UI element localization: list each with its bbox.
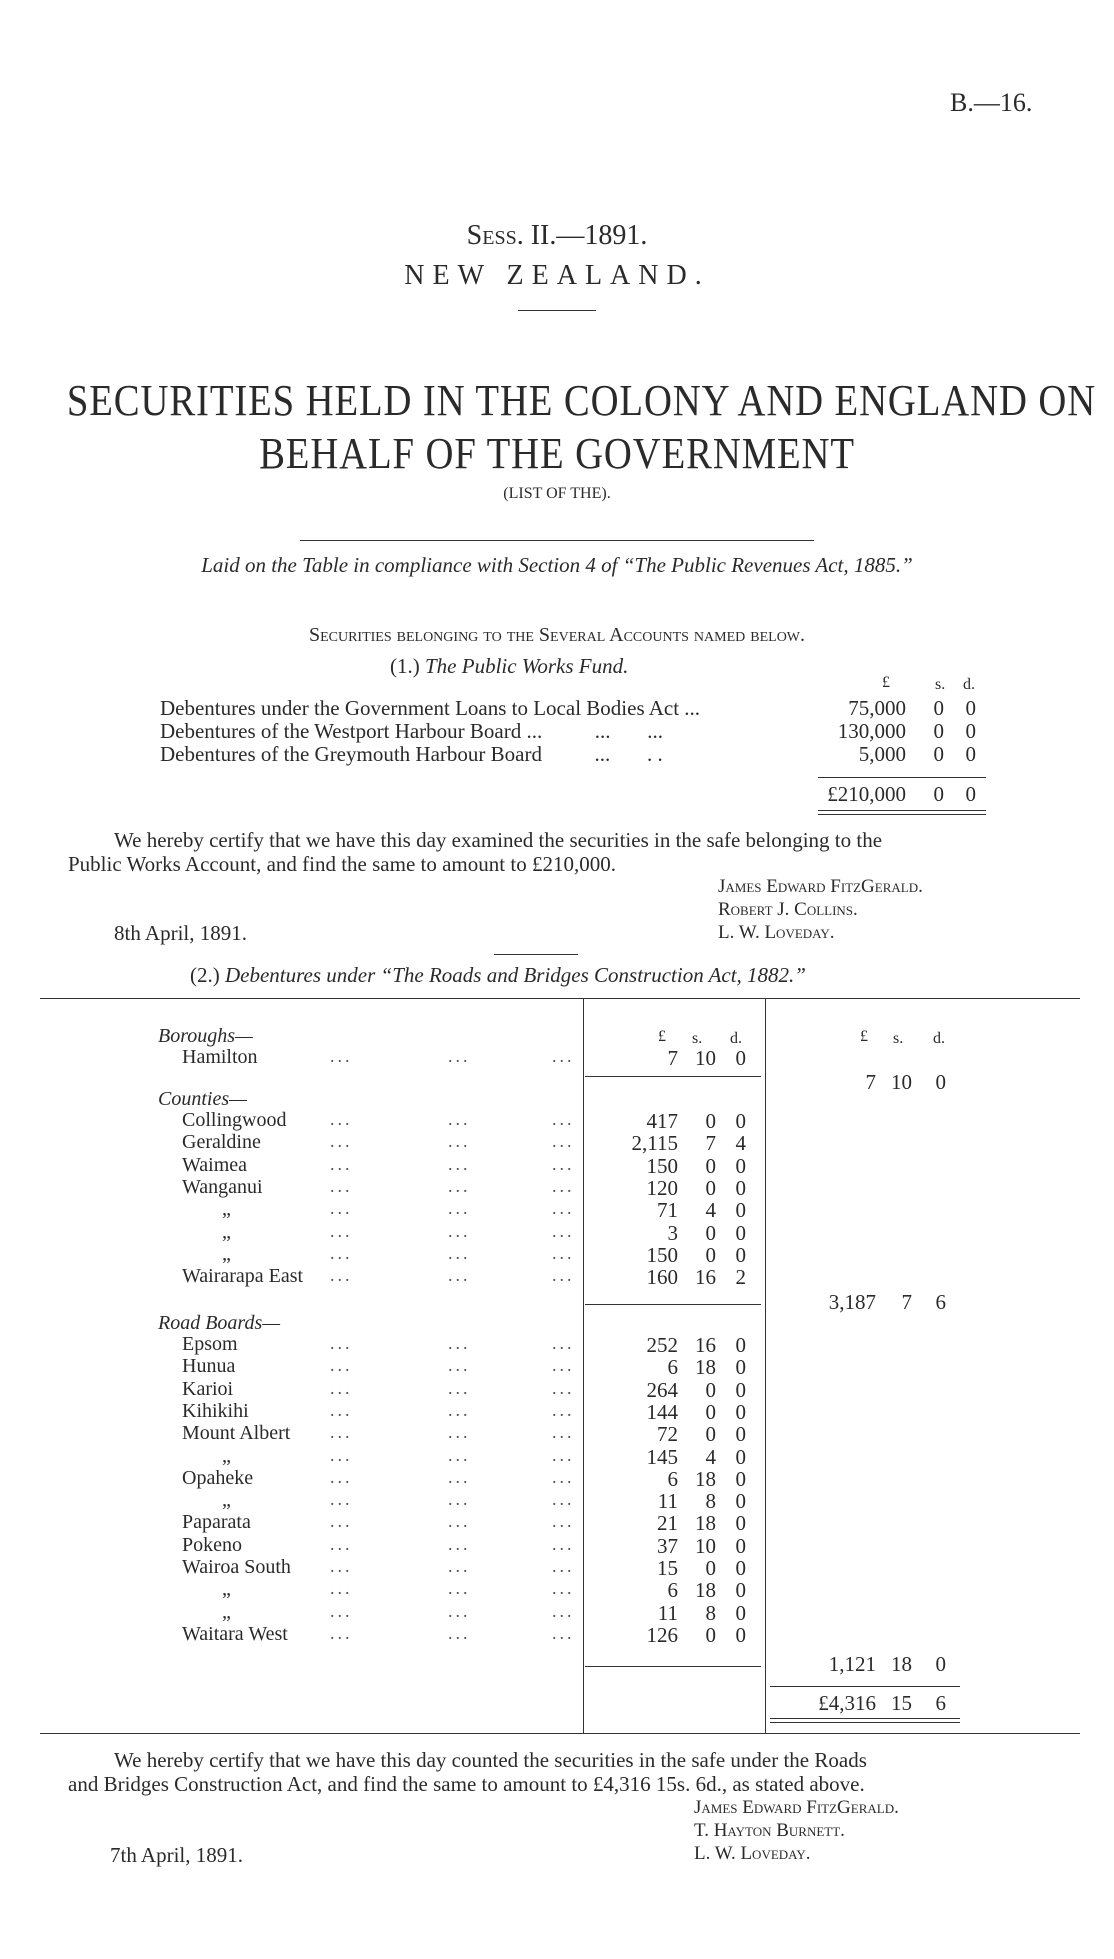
amount-pounds: 144	[646, 1400, 678, 1424]
signatory: L. W. Loveday.	[694, 1843, 811, 1864]
public-works-certificate-line1: We hereby certify that we have this day examined the securities in the safe belonging to the	[114, 828, 883, 852]
document-title-line1: SECURITIES HELD IN THE COLONY AND ENGLAND ON	[66, 376, 1097, 425]
entry-name: Hamilton	[182, 1046, 258, 1068]
shilling-column-header: s.	[692, 1030, 703, 1047]
document-title-line2: BEHALF OF THE GOVERNMENT	[259, 429, 855, 478]
leader-dots: ...	[330, 1400, 353, 1420]
entry-name: Wairoa South	[182, 1556, 291, 1578]
entry-name: Waitara West	[182, 1623, 288, 1645]
signatory: T. Hayton Burnett.	[694, 1820, 845, 1841]
leader-dots: ...	[330, 1601, 353, 1621]
table-row-label: Debentures of the Greymouth Harbour Board ... . .	[160, 742, 663, 766]
leader-dots: ...	[330, 1623, 353, 1643]
amount-pence: 0	[735, 1176, 746, 1200]
amount-shillings: 0	[705, 1109, 716, 1133]
amount-shillings: 0	[705, 1176, 716, 1200]
leader-dots: ...	[552, 1534, 575, 1554]
pence-column-header: d.	[933, 1030, 945, 1047]
leader-dots: ...	[330, 1176, 353, 1196]
leader-dots: ...	[552, 1378, 575, 1398]
amount-pence: 0	[735, 1243, 746, 1267]
boroughs-subtotal-pounds: 7	[865, 1070, 876, 1094]
leader-dots: ...	[330, 1265, 353, 1285]
amount-shillings: 0	[705, 1221, 716, 1245]
entry-name: Kihikihi	[182, 1400, 249, 1422]
road-boards-group-label: Road Boards—	[158, 1312, 281, 1334]
section-heading: Securities belonging to the Several Accounts named below.	[308, 624, 806, 646]
amount-shillings: 16	[695, 1333, 716, 1357]
roads-bridges-heading	[190, 963, 806, 988]
double-underline	[770, 1718, 960, 1719]
amount-shillings: 0	[933, 742, 944, 766]
counties-group-label: Counties—	[158, 1088, 247, 1110]
amount-pence: 0	[735, 1578, 746, 1602]
leader-dots: ...	[448, 1378, 471, 1398]
pound-column-header: £	[658, 1028, 666, 1045]
amount-shillings: 0	[933, 719, 944, 743]
country-line: NEW ZEALAND.	[404, 260, 710, 291]
amount-pounds: 15	[657, 1556, 678, 1580]
leader-dots: ...	[552, 1221, 575, 1241]
amount-pounds: 120	[646, 1176, 678, 1200]
amount-shillings: 8	[705, 1601, 716, 1625]
entry-name: „	[222, 1243, 231, 1265]
boroughs-group-label: Boroughs—	[158, 1025, 253, 1047]
amount-shillings: 0	[705, 1623, 716, 1647]
laid-on-table-note: Laid on the Table in compliance with Section 4 of “The Public Revenues Act, 1885.”	[201, 553, 913, 577]
amount-shillings: 0	[705, 1422, 716, 1446]
entry-name: Epsom	[182, 1333, 238, 1355]
entry-name: Opaheke	[182, 1467, 254, 1489]
entry-name: „	[222, 1198, 231, 1220]
leader-dots: ...	[330, 1422, 353, 1442]
subtotal-rule	[585, 1304, 761, 1305]
leader-dots: ...	[448, 1109, 471, 1129]
leader-dots: ...	[330, 1511, 353, 1531]
public-works-total-pounds: £210,000	[827, 782, 906, 806]
amount-shillings: 18	[695, 1578, 716, 1602]
leader-dots: ...	[448, 1489, 471, 1509]
leader-dots: ...	[448, 1578, 471, 1598]
leader-dots: ...	[448, 1265, 471, 1285]
boroughs-subtotal-shillings: 10	[891, 1070, 912, 1094]
counties-subtotal-pounds: 3,187	[828, 1290, 876, 1314]
signatory: James Edward FitzGerald.	[694, 1797, 899, 1818]
public-works-certificate-line2: Public Works Account, and find the same to amount to £210,000.	[68, 852, 616, 876]
amount-pounds: 11	[657, 1601, 678, 1625]
leader-dots: ...	[448, 1534, 471, 1554]
shilling-column-header: s.	[935, 676, 946, 693]
leader-dots: ...	[330, 1333, 353, 1353]
amount-pounds: 150	[646, 1154, 678, 1178]
amount-pence: 0	[735, 1534, 746, 1558]
leader-dots: ...	[448, 1243, 471, 1263]
leader-dots: ...	[330, 1445, 353, 1465]
amount-shillings: 0	[705, 1400, 716, 1424]
divider	[518, 310, 596, 311]
leader-dots: ...	[330, 1198, 353, 1218]
amount-pence: 0	[735, 1378, 746, 1402]
shilling-column-header: s.	[893, 1030, 904, 1047]
leader-dots: ...	[448, 1422, 471, 1442]
entry-name: „	[222, 1489, 231, 1511]
boroughs-subtotal-pence: 0	[935, 1070, 946, 1094]
amount-shillings: 18	[695, 1467, 716, 1491]
leader-dots: ...	[552, 1511, 575, 1531]
signatory: Robert J. Collins.	[718, 899, 858, 920]
leader-dots: ...	[448, 1355, 471, 1375]
leader-dots: ...	[552, 1154, 575, 1174]
amount-pounds: 252	[646, 1333, 678, 1357]
amount-pence: 0	[965, 719, 976, 743]
leader-dots: ...	[448, 1445, 471, 1465]
leader-dots: ...	[448, 1221, 471, 1241]
amount-pence: 0	[965, 742, 976, 766]
entry-name: Karioi	[182, 1378, 234, 1400]
leader-dots: ...	[552, 1355, 575, 1375]
leader-dots: ...	[552, 1333, 575, 1353]
amount-pence: 2	[735, 1265, 746, 1289]
amount-pounds: 145	[646, 1445, 678, 1469]
amount-pounds: 72	[657, 1422, 678, 1446]
amount-pounds: 7	[667, 1046, 678, 1070]
amount-shillings: 0	[705, 1243, 716, 1267]
public-works-date: 8th April, 1891.	[114, 921, 248, 945]
amount-pounds: 417	[646, 1109, 678, 1133]
leader-dots: ...	[448, 1046, 471, 1066]
amount-pence: 0	[735, 1154, 746, 1178]
amount-shillings: 18	[695, 1511, 716, 1535]
roads-bridges-heading-title: Debentures under “The Roads and Bridges Construction Act, 1882.”	[225, 963, 806, 987]
entry-name: Paparata	[182, 1511, 251, 1533]
road-boards-subtotal-shillings: 18	[891, 1652, 912, 1676]
roads-bridges-certificate-line1: We hereby certify that we have this day counted the securities in the safe under the Roads	[114, 1748, 867, 1772]
public-works-heading-number: (1.)	[390, 654, 420, 678]
amount-shillings: 0	[705, 1154, 716, 1178]
leader-dots: ...	[330, 1131, 353, 1151]
amount-pounds: 6	[667, 1467, 678, 1491]
entry-name: Wairarapa East	[182, 1265, 304, 1287]
amount-shillings: 18	[695, 1355, 716, 1379]
public-works-heading	[390, 654, 628, 679]
leader-dots: ...	[552, 1198, 575, 1218]
amount-pounds: 75,000	[848, 696, 906, 720]
divider	[818, 777, 986, 778]
pence-column-header: d.	[730, 1030, 742, 1047]
leader-dots: ...	[330, 1556, 353, 1576]
roads-bridges-certificate-line2: and Bridges Construction Act, and find the same to amount to £4,316 15s. 6d., as stated above.	[68, 1772, 865, 1796]
amount-pence: 0	[735, 1046, 746, 1070]
roads-bridges-heading-number: (2.)	[190, 963, 220, 987]
public-works-total-pence: 0	[965, 782, 976, 806]
leader-dots: ...	[330, 1154, 353, 1174]
amount-shillings: 16	[695, 1265, 716, 1289]
entry-name: Mount Albert	[182, 1422, 291, 1444]
amount-pence: 4	[735, 1131, 746, 1155]
amount-shillings: 10	[695, 1534, 716, 1558]
amount-pence: 0	[735, 1422, 746, 1446]
table-bottom-rule	[40, 1733, 1080, 1734]
leader-dots: ...	[552, 1046, 575, 1066]
amount-pounds: 5,000	[858, 742, 906, 766]
leader-dots: ...	[330, 1467, 353, 1487]
leader-dots: ...	[330, 1046, 353, 1066]
session-line: Sess. II.—1891.	[466, 220, 648, 251]
amount-pence: 0	[735, 1355, 746, 1379]
public-works-heading-title: The Public Works Fund.	[425, 654, 629, 678]
leader-dots: ...	[552, 1578, 575, 1598]
leader-dots: ...	[552, 1265, 575, 1285]
amount-pence: 0	[965, 696, 976, 720]
amount-pounds: 21	[657, 1511, 678, 1535]
column-rule	[583, 998, 584, 1733]
leader-dots: ...	[448, 1333, 471, 1353]
grand-total-pounds: £4,316	[818, 1691, 876, 1715]
table-row-label: Debentures of the Westport Harbour Board ... ... ...	[160, 719, 663, 743]
entry-name: Waimea	[182, 1154, 248, 1176]
grand-total-shillings: 15	[891, 1691, 912, 1715]
table-row-label: Debentures under the Government Loans to Local Bodies Act ...	[160, 696, 701, 720]
leader-dots: ...	[552, 1109, 575, 1129]
entry-name: „	[222, 1445, 231, 1467]
leader-dots: ...	[448, 1131, 471, 1151]
pence-column-header: d.	[963, 676, 975, 693]
amount-pounds: 71	[657, 1198, 678, 1222]
subtotal-rule	[585, 1076, 761, 1077]
pound-column-header: £	[882, 674, 890, 691]
leader-dots: ...	[330, 1355, 353, 1375]
amount-pounds: 264	[646, 1378, 678, 1402]
leader-dots: ...	[552, 1131, 575, 1151]
amount-pence: 0	[735, 1333, 746, 1357]
amount-pounds: 11	[657, 1489, 678, 1513]
leader-dots: ...	[448, 1623, 471, 1643]
leader-dots: ...	[330, 1578, 353, 1598]
amount-pounds: 130,000	[837, 719, 906, 743]
amount-pence: 0	[735, 1467, 746, 1491]
entry-name: Wanganui	[182, 1176, 263, 1198]
amount-pounds: 6	[667, 1355, 678, 1379]
amount-shillings: 0	[705, 1556, 716, 1580]
entry-name: Hunua	[182, 1355, 236, 1377]
road-boards-subtotal-pence: 0	[935, 1652, 946, 1676]
amount-shillings: 10	[695, 1046, 716, 1070]
grand-total-pence: 6	[935, 1691, 946, 1715]
leader-dots: ...	[552, 1243, 575, 1263]
signatory: L. W. Loveday.	[718, 922, 835, 943]
leader-dots: ...	[552, 1445, 575, 1465]
amount-pounds: 126	[646, 1623, 678, 1647]
leader-dots: ...	[448, 1154, 471, 1174]
amount-pounds: 37	[657, 1534, 678, 1558]
leader-dots: ...	[448, 1176, 471, 1196]
amount-pounds: 160	[646, 1265, 678, 1289]
amount-pence: 0	[735, 1556, 746, 1580]
divider	[300, 540, 814, 541]
leader-dots: ...	[330, 1109, 353, 1129]
signatory: James Edward FitzGerald.	[718, 876, 923, 897]
amount-shillings: 4	[705, 1198, 716, 1222]
amount-pence: 0	[735, 1221, 746, 1245]
divider	[494, 954, 578, 955]
leader-dots: ...	[330, 1378, 353, 1398]
amount-pounds: 2,115	[631, 1131, 678, 1155]
counties-subtotal-shillings: 7	[901, 1290, 912, 1314]
entry-name: „	[222, 1578, 231, 1600]
amount-pence: 0	[735, 1511, 746, 1535]
leader-dots: ...	[552, 1623, 575, 1643]
double-underline	[770, 1722, 960, 1723]
leader-dots: ...	[448, 1511, 471, 1531]
counties-subtotal-pence: 6	[935, 1290, 946, 1314]
amount-pence: 0	[735, 1601, 746, 1625]
amount-pence: 0	[735, 1198, 746, 1222]
leader-dots: ...	[552, 1556, 575, 1576]
amount-pounds: 150	[646, 1243, 678, 1267]
amount-shillings: 8	[705, 1489, 716, 1513]
amount-pence: 0	[735, 1489, 746, 1513]
page-reference: B.—16.	[950, 88, 1033, 117]
leader-dots: ...	[448, 1601, 471, 1621]
amount-shillings: 7	[705, 1131, 716, 1155]
entry-name: Geraldine	[182, 1131, 261, 1153]
amount-pence: 0	[735, 1445, 746, 1469]
entry-name: Collingwood	[182, 1109, 287, 1131]
leader-dots: ...	[552, 1467, 575, 1487]
public-works-total-shillings: 0	[933, 782, 944, 806]
divider	[770, 1686, 960, 1687]
leader-dots: ...	[552, 1422, 575, 1442]
road-boards-subtotal-pounds: 1,121	[828, 1652, 876, 1676]
entry-name: Pokeno	[182, 1534, 242, 1556]
column-rule	[765, 998, 766, 1733]
leader-dots: ...	[448, 1467, 471, 1487]
leader-dots: ...	[330, 1221, 353, 1241]
entry-name: „	[222, 1601, 231, 1623]
entry-name: „	[222, 1221, 231, 1243]
amount-shillings: 0	[933, 696, 944, 720]
amount-pounds: 6	[667, 1578, 678, 1602]
leader-dots: ...	[330, 1489, 353, 1509]
double-underline	[818, 814, 986, 815]
amount-pounds: 3	[667, 1221, 678, 1245]
amount-shillings: 0	[705, 1378, 716, 1402]
leader-dots: ...	[552, 1489, 575, 1509]
leader-dots: ...	[448, 1400, 471, 1420]
amount-pence: 0	[735, 1109, 746, 1133]
double-underline	[818, 810, 986, 811]
table-top-rule	[40, 998, 1080, 999]
leader-dots: ...	[552, 1176, 575, 1196]
leader-dots: ...	[552, 1601, 575, 1621]
leader-dots: ...	[448, 1198, 471, 1218]
document-subtitle: (LIST OF THE).	[503, 485, 611, 502]
roads-bridges-date: 7th April, 1891.	[110, 1843, 244, 1867]
amount-pence: 0	[735, 1623, 746, 1647]
leader-dots: ...	[552, 1400, 575, 1420]
pound-column-header: £	[860, 1028, 868, 1045]
amount-pence: 0	[735, 1400, 746, 1424]
leader-dots: ...	[330, 1243, 353, 1263]
amount-shillings: 4	[705, 1445, 716, 1469]
leader-dots: ...	[448, 1556, 471, 1576]
leader-dots: ...	[330, 1534, 353, 1554]
subtotal-rule	[585, 1666, 761, 1667]
